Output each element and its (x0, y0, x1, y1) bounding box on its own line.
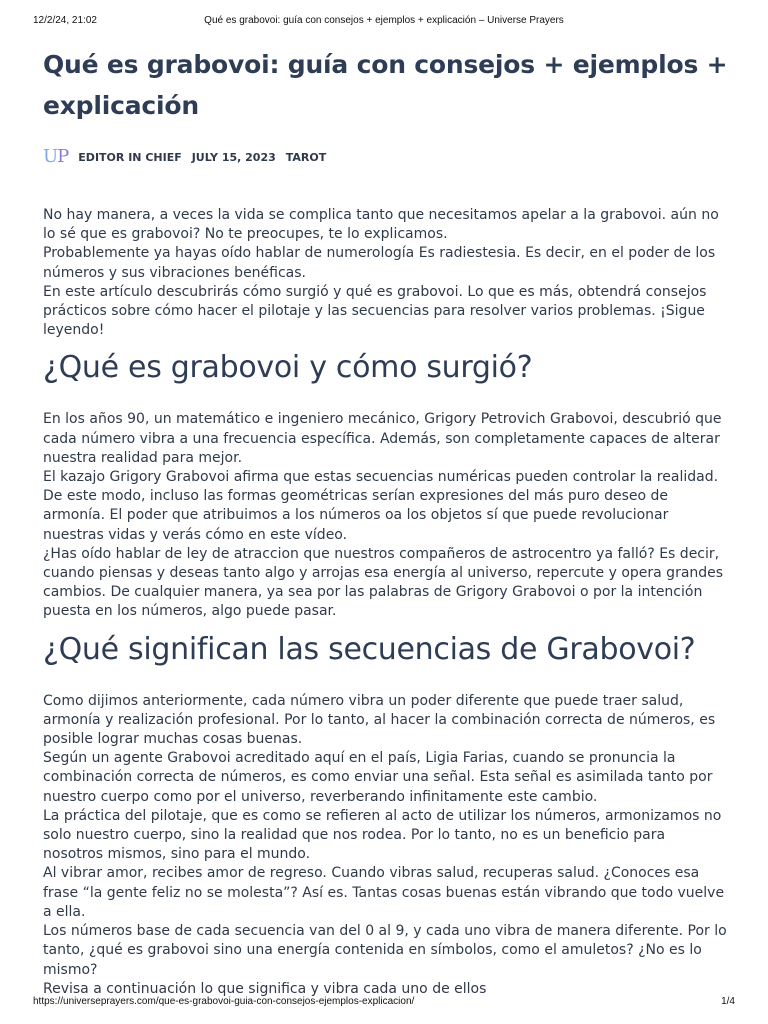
author-link[interactable]: EDITOR IN CHIEF (78, 150, 182, 164)
paragraph: No hay manera, a veces la vida se complica tanto que necesitamos apelar a la grabovoi. aún no lo sé que es grabovoi? No te preocupes, te lo explicamos. (43, 207, 719, 243)
print-header (0, 15, 768, 29)
article (43, 44, 728, 999)
paragraph: Los números base de cada secuencia van del 0 al 9, y cada uno vibra de manera diferente. Por lo tanto, ¿qué es grabovoi sino una energía contenida en símbolos, como el amuletos? ¿No es lo mismo? (43, 923, 727, 978)
site-logo[interactable] (43, 148, 68, 166)
post-meta (43, 146, 728, 168)
paragraph: En los años 90, un matemático e ingeniero mecánico, Grigory Petrovich Grabovoi, descubrió que cada número vibra a una frecuencia específica. Además, son completamente capaces de alterar nuestra realidad para mejor. (43, 411, 722, 466)
print-url: https://universeprayers.com/que-es-grabovoi-guia-con-consejos-ejemplos-explicacion/ (33, 996, 415, 1007)
paragraph: Como dijimos anteriormente, cada número vibra un poder diferente que puede traer salud, armonía y realización profesional. Por lo tanto, al hacer la combinación correcta de números, es posible lograr muchas cosas buenas. (43, 692, 716, 748)
section-heading: ¿Qué significan las secuencias de Grabovoi? (43, 631, 696, 667)
print-page-title: Qué es grabovoi: guía con consejos + ejemplos + explicación – Universe Prayers (204, 15, 564, 26)
paragraph: Al vibrar amor, recibes amor de regreso. Cuando vibras salud, recuperas salud. ¿Conoces esa frase “la gente feliz no se molesta”? Así es. Tantas cosas buenas están vibrando que todo vuelve a ella. (43, 865, 725, 920)
paragraph: ¿Has oído hablar de ley de atraccion que nuestros compañeros de astrocentro ya falló? Es decir, cuando piensas y deseas tanto algo y arrojas esa energía al universo, repercute y opera grandes cambios. De cualquier manera, ya sea por las palabras de Grigory Grabovoi o por la intención puesta en los números, algo puede pasar. (43, 545, 724, 620)
paragraph: La práctica del pilotaje, que es como se refieren al acto de utilizar los números, armonizamos no solo nuestro cuerpo, sino la realidad que nos rodea. Por lo tanto, no es un beneficio para nosotros mismos, sino para el mundo. (43, 807, 722, 863)
post-date: JULY 15, 2023 (191, 150, 276, 164)
post-content (43, 206, 728, 999)
paragraph: Probablemente ya hayas oído hablar de numerología Es radiestesia. Es decir, en el poder de los números y sus vibraciones benéficas. (43, 245, 716, 281)
print-page-number: 1/4 (721, 996, 735, 1007)
print-datetime: 12/2/24, 21:02 (33, 15, 97, 26)
section-heading: ¿Qué es grabovoi y cómo surgió? (43, 350, 533, 386)
logo-letter-p: P (57, 146, 69, 167)
paragraph: Revisa a continuación lo que significa y vibra cada uno de ellos (43, 980, 487, 997)
paragraph: El kazajo Grigory Grabovoi afirma que estas secuencias numéricas pueden controlar la realidad. De este modo, incluso las formas geométricas serían expresiones del más puro deseo de armonía. El poder que atribuimos a los números oa los objetos sí que puede revolucionar nuestras vidas y verás cómo en este vídeo. (43, 469, 719, 543)
category-link[interactable]: TAROT (285, 150, 327, 164)
logo-letter-u: U (43, 146, 58, 167)
post-title: Qué es grabovoi: guía con consejos + ejemplos + explicación (43, 50, 728, 120)
paragraph: En este artículo descubrirás cómo surgió y qué es grabovoi. Lo que es más, obtendrá consejos prácticos sobre cómo hacer el pilotaje y las secuencias para resolver varios problemas. ¡Sigue leyendo! (43, 283, 707, 339)
paragraph: Según un agente Grabovoi acreditado aquí en el país, Ligia Farias, cuando se pronuncia la combinación correcta de números, es como enviar una señal. Esta señal es asimilada tanto por nuestro cuerpo como por el universo, reverberando infinitamente este cambio. (43, 750, 713, 805)
print-footer (0, 996, 768, 1010)
